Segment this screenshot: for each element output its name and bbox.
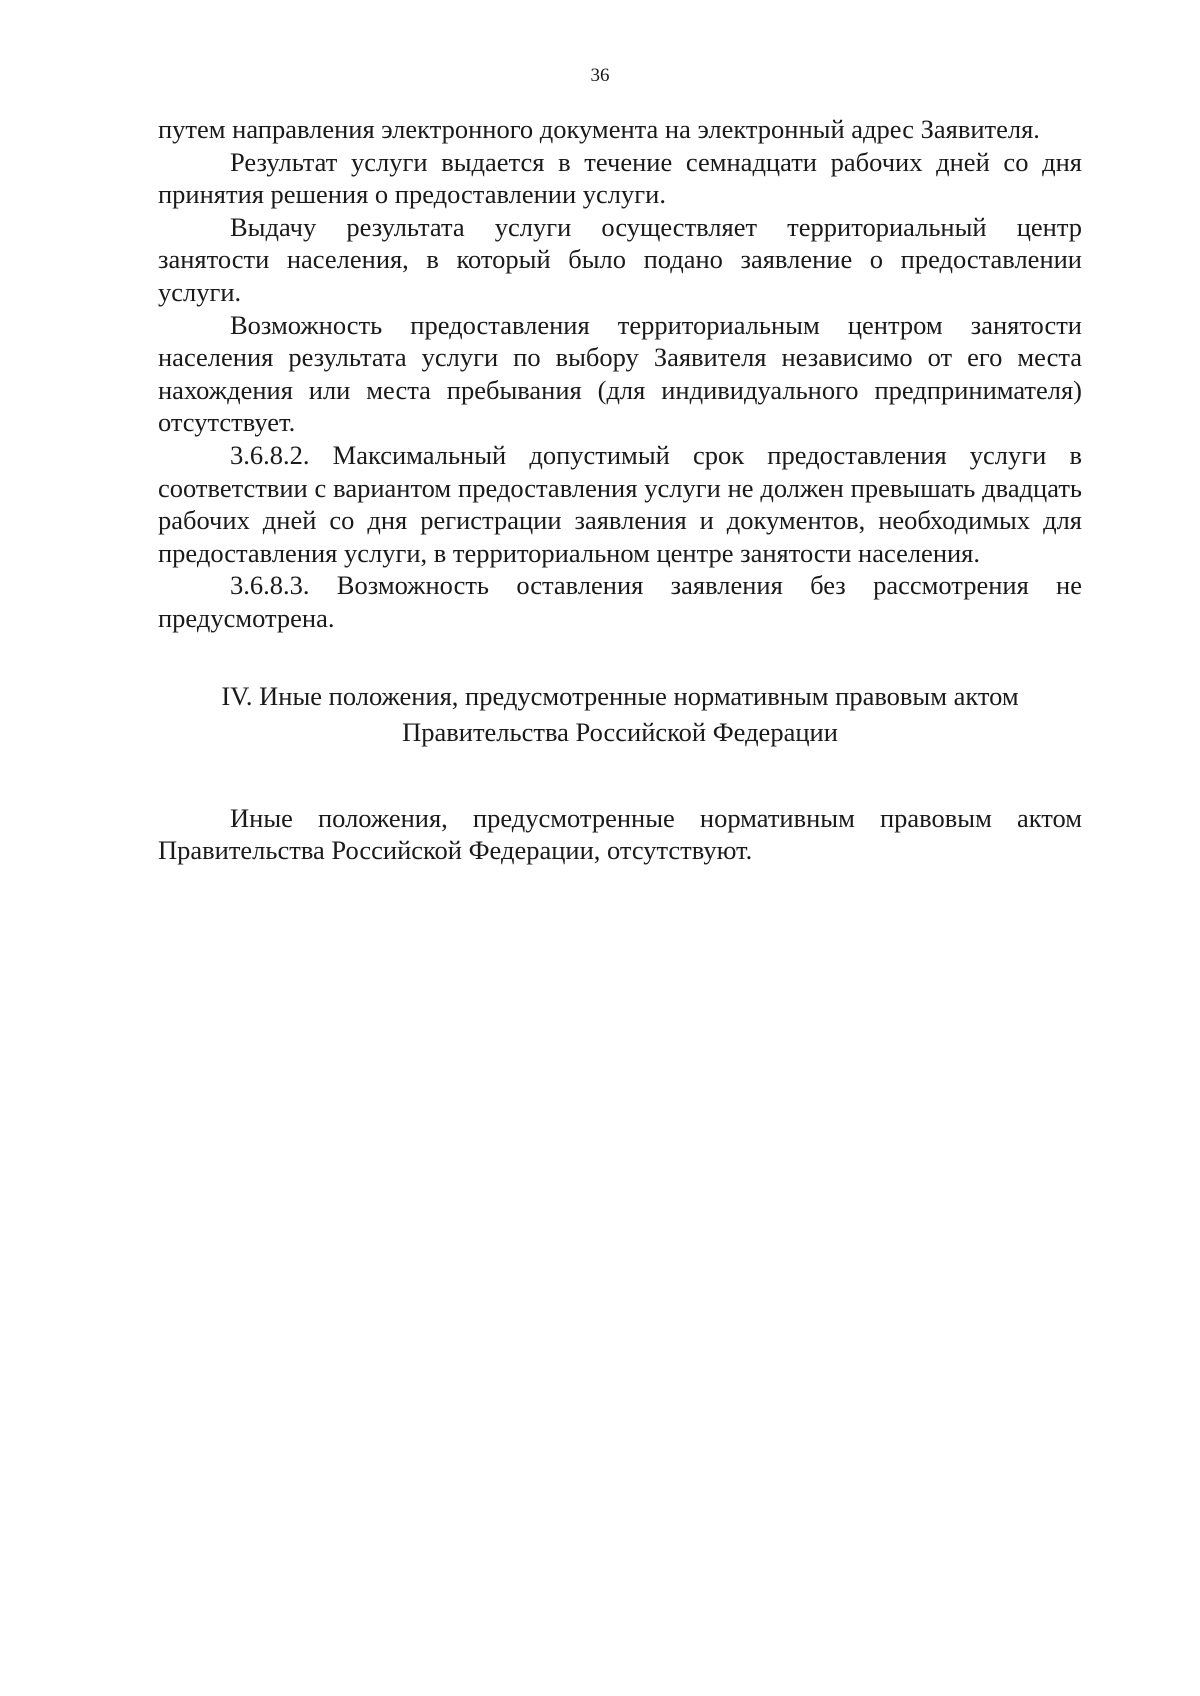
paragraph-extraterritorial: Возможность предоставления территориальным центром занятости населения результата услуги по выбору Заявителя независимо от его места нахождения или места пребывания (для индивидуального предпринимателя) отсутствует. xyxy=(158,309,1082,438)
paragraph-continuation: путем направления электронного документа на электронный адрес Заявителя. xyxy=(158,114,1040,144)
section-iv-heading-line2: Правительства Российской Федерации xyxy=(402,716,838,747)
paragraph-3-6-8-3: 3.6.8.3. Возможность оставления заявления без рассмотрения не предусмотрена. xyxy=(158,570,1082,633)
paragraph-result-issuance: Выдачу результата услуги осуществляет территориальный центр занятости населения, в который было подано заявление о предоставлении услуги. xyxy=(158,211,1082,307)
section-iv-text: Иные положения, предусмотренные нормативным правовым актом Правительства Российской Федерации, отсутствуют. xyxy=(158,802,1082,866)
section-iv-heading-line1: IV. Иные положения, предусмотренные нормативным правовым актом xyxy=(221,680,1019,711)
section-iv-heading xyxy=(158,678,1082,750)
document-body xyxy=(158,113,1082,867)
paragraph-3-6-8-2: 3.6.8.2. Максимальный допустимый срок предоставления услуги в соответствии с вариантом предоставления услуги не должен превышать двадцать рабочих дней со дня регистрации заявления и документов, необходимых для предоставления услуги, в территориальном центре занятости населения. xyxy=(158,439,1082,568)
page-number: 36 xyxy=(590,65,610,86)
paragraph-result-term: Результат услуги выдается в течение семнадцати рабочих дней со дня принятия решения о предоставлении услуги. xyxy=(158,146,1082,210)
